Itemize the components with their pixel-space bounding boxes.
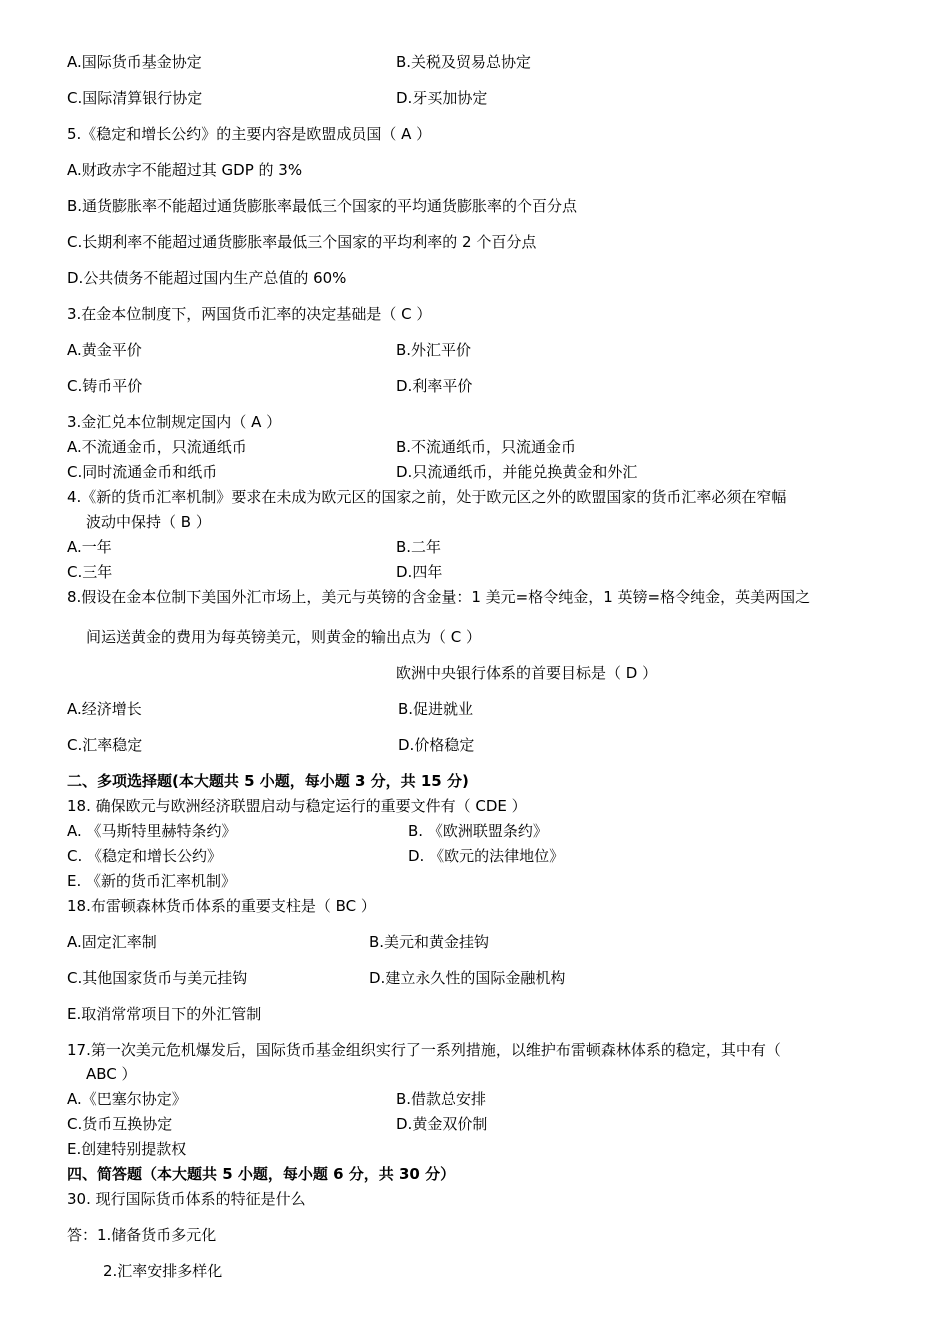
option-b: B.借款总安排 [396, 1090, 487, 1108]
option-a: A.一年 [67, 538, 112, 556]
option-d: D.牙买加协定 [396, 89, 488, 107]
option-d: D.价格稳定 [398, 736, 475, 754]
question-ecb: 欧洲中央银行体系的首要目标是（ D ） [396, 664, 658, 682]
option-d: D.公共债务不能超过国内生产总值的 60% [67, 269, 347, 287]
question-18-bretton-woods: 18.布雷顿森林货币体系的重要支柱是（ BC ） [67, 897, 376, 915]
option-c: C.其他国家货币与美元挂钩 [67, 969, 248, 987]
option-a: A.财政赤字不能超过其 GDP 的 3% [67, 161, 303, 179]
option-c: C.三年 [67, 563, 113, 581]
option-c: C.铸币平价 [67, 377, 143, 395]
option-e: E. 《新的货币汇率机制》 [67, 872, 237, 890]
option-d: D.只流通纸币，并能兑换黄金和外汇 [396, 463, 638, 481]
question-4-continued: 波动中保持（ B ） [86, 513, 211, 531]
option-b: B.关税及贸易总协定 [396, 53, 532, 71]
question-4: 4.《新的货币汇率机制》要求在未成为欧元区的国家之前，处于欧元区之外的欧盟国家的货币汇率必须在窄幅 [67, 488, 787, 506]
option-b: B.促进就业 [398, 700, 474, 718]
option-b: B.外汇平价 [396, 341, 472, 359]
option-d: D.黄金双价制 [396, 1115, 488, 1133]
option-b: B.通货膨胀率不能超过通货膨胀率最低三个国家的平均通货膨胀率的个百分点 [67, 197, 578, 215]
question-8-continued: 间运送黄金的费用为每英镑美元，则黄金的输出点为（ C ） [86, 628, 482, 646]
question-8: 8.假设在金本位制下美国外汇市场上，美元与英镑的含金量：1 美元=格令纯金，1 英镑=格令纯金，英美两国之 [67, 588, 811, 606]
question-5: 5.《稳定和增长公约》的主要内容是欧盟成员国（ A ） [67, 125, 432, 143]
option-a: A.固定汇率制 [67, 933, 157, 951]
option-d: D.四年 [396, 563, 443, 581]
option-d: D.利率平价 [396, 377, 473, 395]
question-3-exchange-standard: 3.金汇兑本位制规定国内（ A ） [67, 413, 282, 431]
option-a: A.经济增长 [67, 700, 142, 718]
answer-line-2: 2.汇率安排多样化 [103, 1262, 223, 1280]
question-3-gold-standard: 3.在金本位制度下，两国货币汇率的决定基础是（ C ） [67, 305, 432, 323]
option-c: C.汇率稳定 [67, 736, 143, 754]
option-b: B.二年 [396, 538, 442, 556]
section-heading-multiple-choice: 二、多项选择题(本大题共 5 小题，每小题 3 分，共 15 分) [67, 772, 469, 790]
option-b: B.美元和黄金挂钩 [369, 933, 490, 951]
option-c: C. 《稳定和增长公约》 [67, 847, 223, 865]
option-a: A.不流通金币，只流通纸币 [67, 438, 247, 456]
option-e: E.创建特别提款权 [67, 1140, 187, 1158]
option-d: D.建立永久性的国际金融机构 [369, 969, 566, 987]
question-18-euro: 18. 确保欧元与欧洲经济联盟启动与稳定运行的重要文件有（ CDE ） [67, 797, 527, 815]
question-17: 17.第一次美元危机爆发后，国际货币基金组织实行了一系列措施，以维护布雷顿森林体系的稳定，其中有（ [67, 1041, 781, 1059]
option-c: C.货币互换协定 [67, 1115, 173, 1133]
option-a: A. 《马斯特里赫特条约》 [67, 822, 237, 840]
option-c: C.同时流通金币和纸币 [67, 463, 218, 481]
answer-line-1: 答：1.储备货币多元化 [67, 1226, 217, 1244]
option-a: A.黄金平价 [67, 341, 142, 359]
option-b: B. 《欧洲联盟条约》 [408, 822, 548, 840]
option-b: B.不流通纸币，只流通金币 [396, 438, 577, 456]
option-c: C.国际清算银行协定 [67, 89, 203, 107]
option-e: E.取消常常项目下的外汇管制 [67, 1005, 262, 1023]
question-17-answer: ABC ） [86, 1065, 137, 1083]
option-a: A.国际货币基金协定 [67, 53, 202, 71]
question-30: 30. 现行国际货币体系的特征是什么 [67, 1190, 306, 1208]
section-heading-short-answer: 四、简答题（本大题共 5 小题，每小题 6 分，共 30 分） [67, 1165, 456, 1183]
option-c: C.长期利率不能超过通货膨胀率最低三个国家的平均利率的 2 个百分点 [67, 233, 537, 251]
option-a: A.《巴塞尔协定》 [67, 1090, 187, 1108]
option-d: D. 《欧元的法律地位》 [408, 847, 565, 865]
